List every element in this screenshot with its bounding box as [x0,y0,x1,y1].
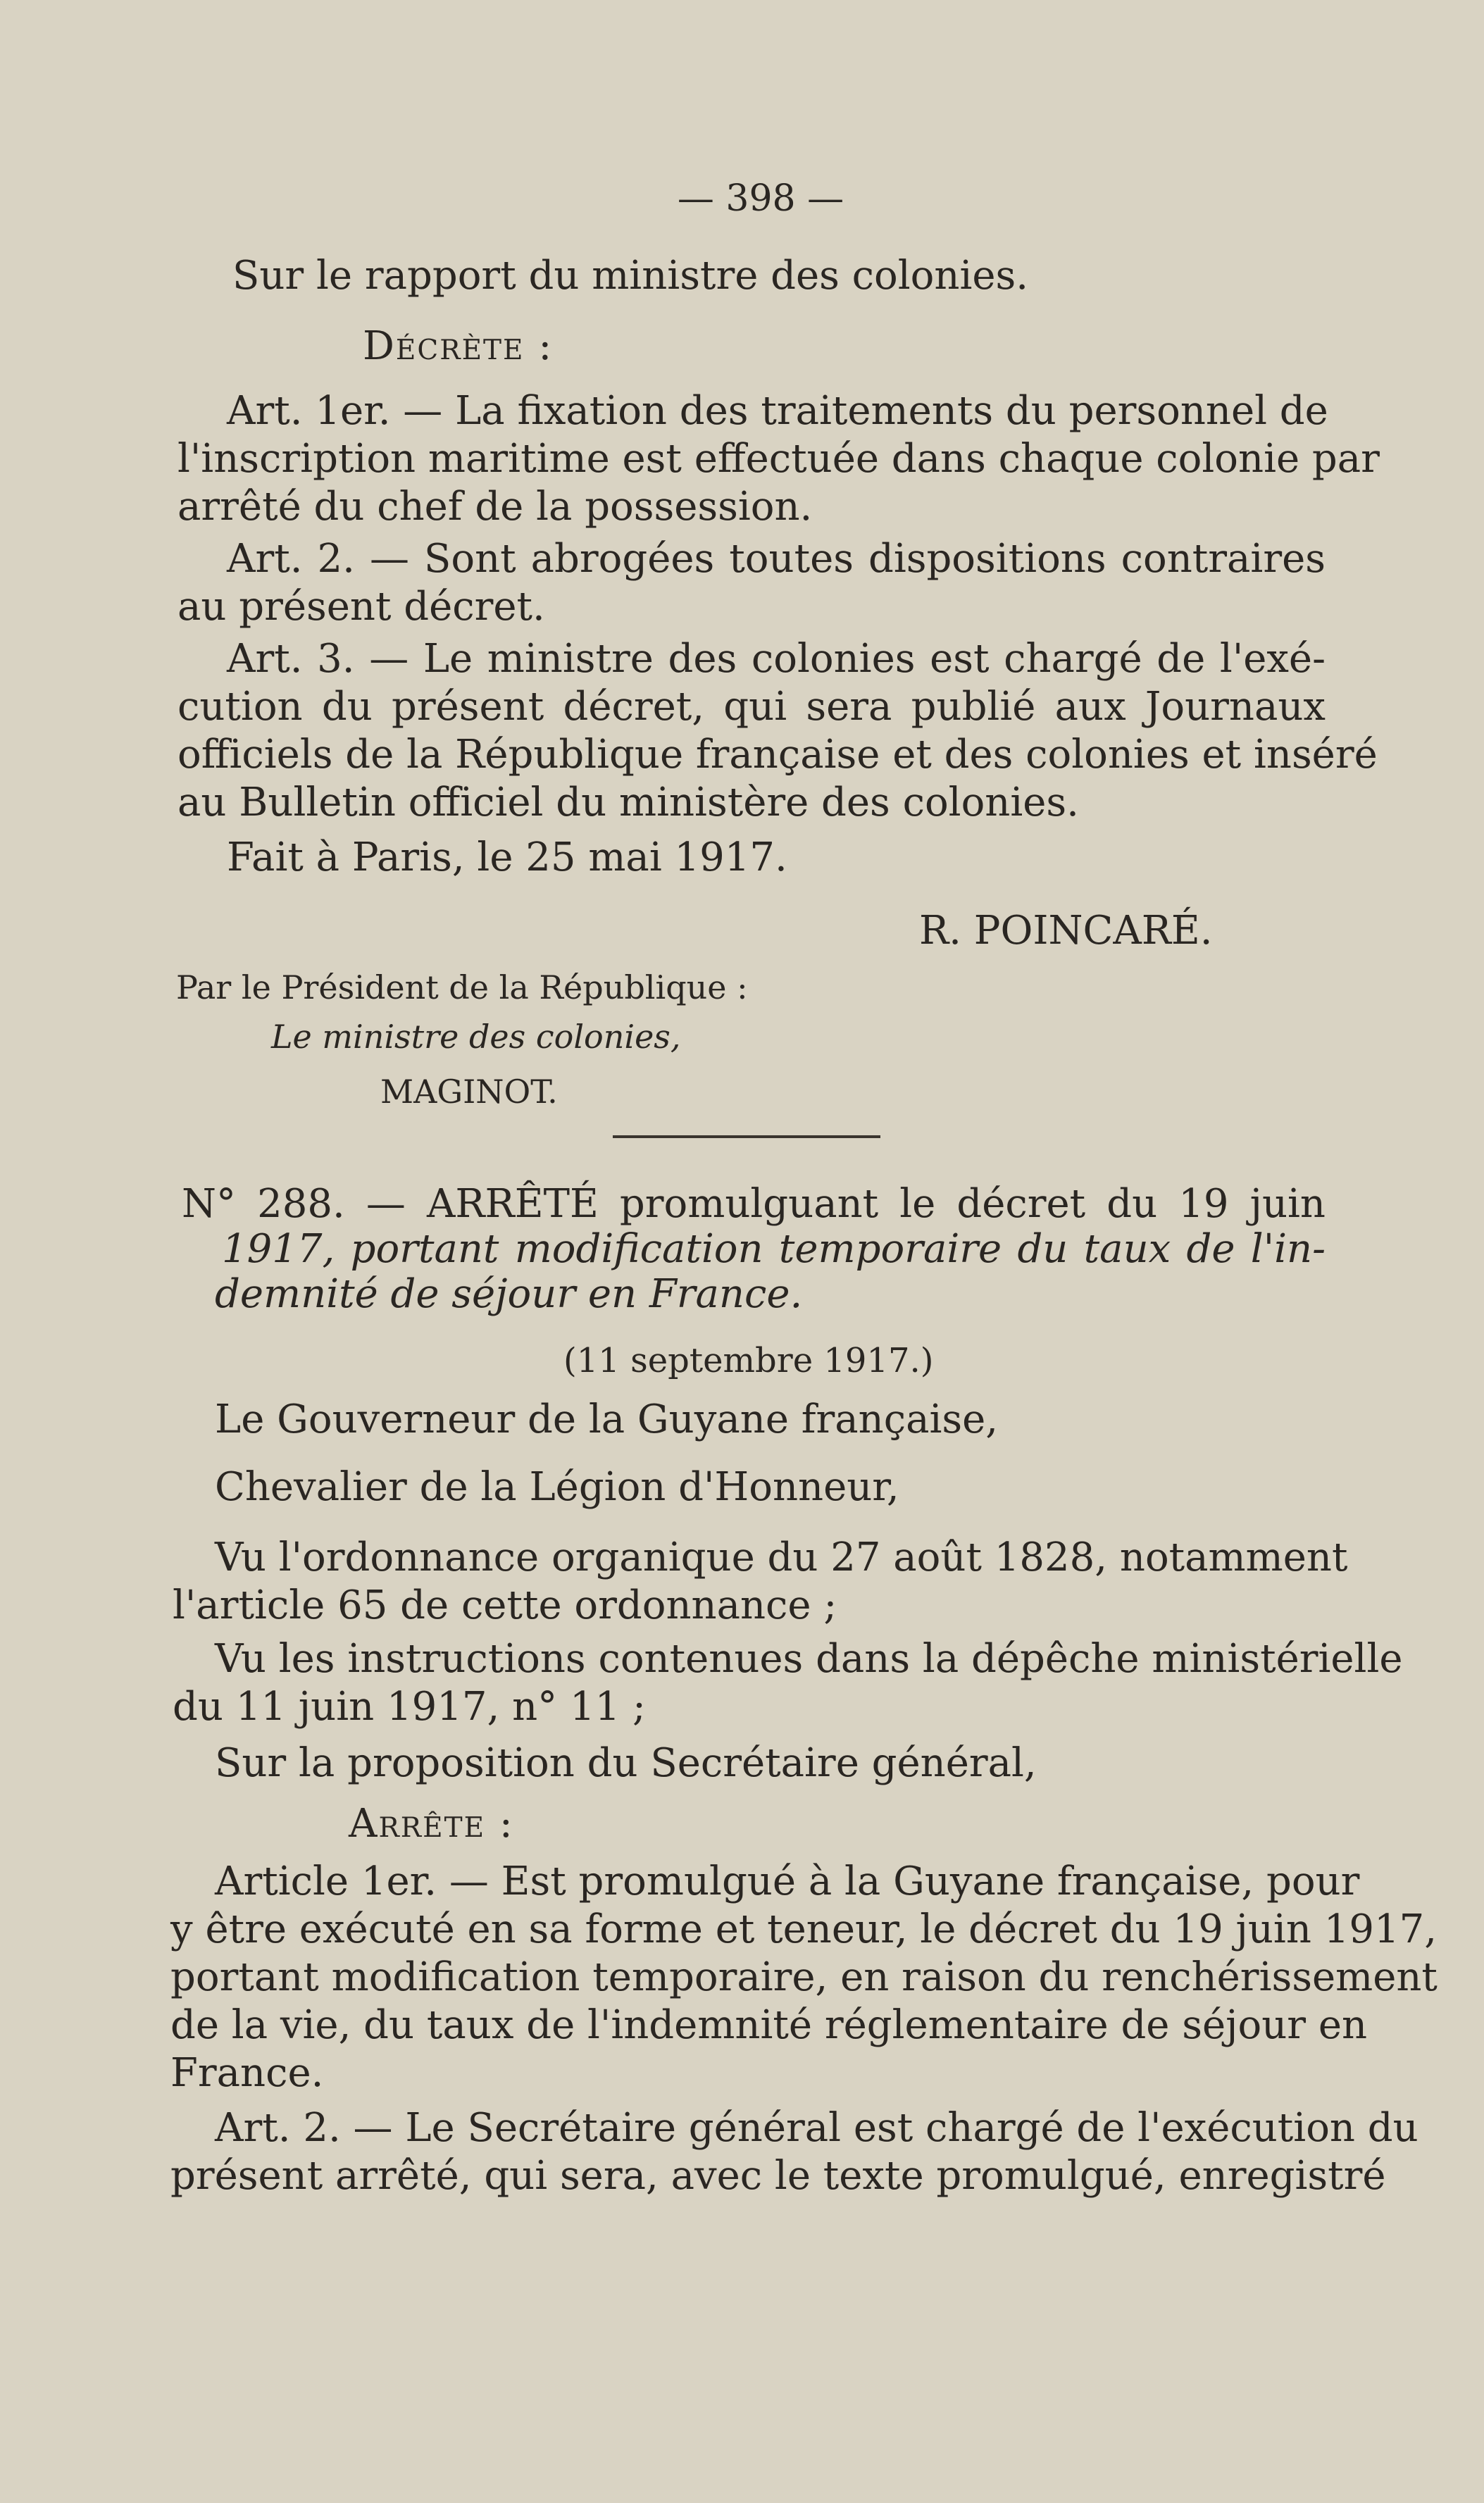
text-line: au Bulletin officiel du ministère des colonies. [177,780,1079,825]
date-line: (11 septembre 1917.) [563,1341,934,1380]
text-line: au présent décret. [177,584,545,630]
text-line: l'article 65 de cette ordonnance ; [173,1583,837,1628]
text-line: Article 1er. — Est promulgué à la Guyane française, pour [215,1859,1360,1904]
text-line: Art. 3. — Le ministre des colonies est chargé de l'exé- [227,636,1326,682]
text-line: officiels de la République française et des colonies et inséré [177,732,1378,778]
text-line: arrêté du chef de la possession. [177,484,813,530]
separator-rule [613,1135,880,1138]
text-line: Vu l'ordonnance organique du 27 août 1828, notamment [215,1535,1348,1580]
text-line: Fait à Paris, le 25 mai 1917. [227,835,787,880]
text-line: Par le Président de la République : [176,968,748,1006]
text-line: France. [170,2050,324,2096]
signature: MAGINOT. [380,1073,558,1111]
text-line: Chevalier de la Légion d'Honneur, [215,1464,899,1510]
section-heading: Décrète : [363,323,554,369]
text-line: de la vie, du taux de l'indemnité réglementaire de séjour en [170,2002,1368,2048]
text-line: Le Gouverneur de la Guyane française, [215,1397,999,1442]
text-line: Art. 2. — Le Secrétaire général est chargé de l'exécution du [215,2105,1418,2151]
text-line: Art. 1er. — La fixation des traitements du personnel de [227,388,1328,434]
text-line: Art. 2. — Sont abrogées toutes dispositions contraires [227,536,1326,582]
signature: R. POINCARÉ. [919,908,1213,954]
text-line: Sur le rapport du ministre des colonies. [232,253,1029,299]
text-line: Le ministre des colonies, [271,1018,681,1056]
text-line: l'inscription maritime est effectuée dans chaque colonie par [177,436,1380,482]
text-line: y être exécuté en sa forme et teneur, le décret du 19 juin 1917, [170,1906,1438,1952]
section-heading: Arrête : [349,1801,514,1847]
text-line: portant modification temporaire, en raison du renchérissement [170,1954,1438,2000]
text-line: du 11 juin 1917, n° 11 ; [173,1684,646,1730]
text-line: présent arrêté, qui sera, avec le texte promulgué, enregistré [170,2153,1386,2199]
text-line: Sur la proposition du Secrétaire général, [215,1740,1037,1786]
page-number: — 398 — [677,177,844,220]
text-line: Vu les instructions contenues dans la dépêche ministérielle [215,1636,1403,1682]
text-line: cution du présent décret, qui sera publié aux Journaux [177,684,1326,730]
text-line: 1917, portant modification temporaire du taux de l'in- [222,1226,1326,1272]
text-line: demnité de séjour en France. [215,1271,803,1317]
text-line: N° 288. — ARRÊTÉ promulguant le décret du 19 juin [182,1181,1326,1227]
